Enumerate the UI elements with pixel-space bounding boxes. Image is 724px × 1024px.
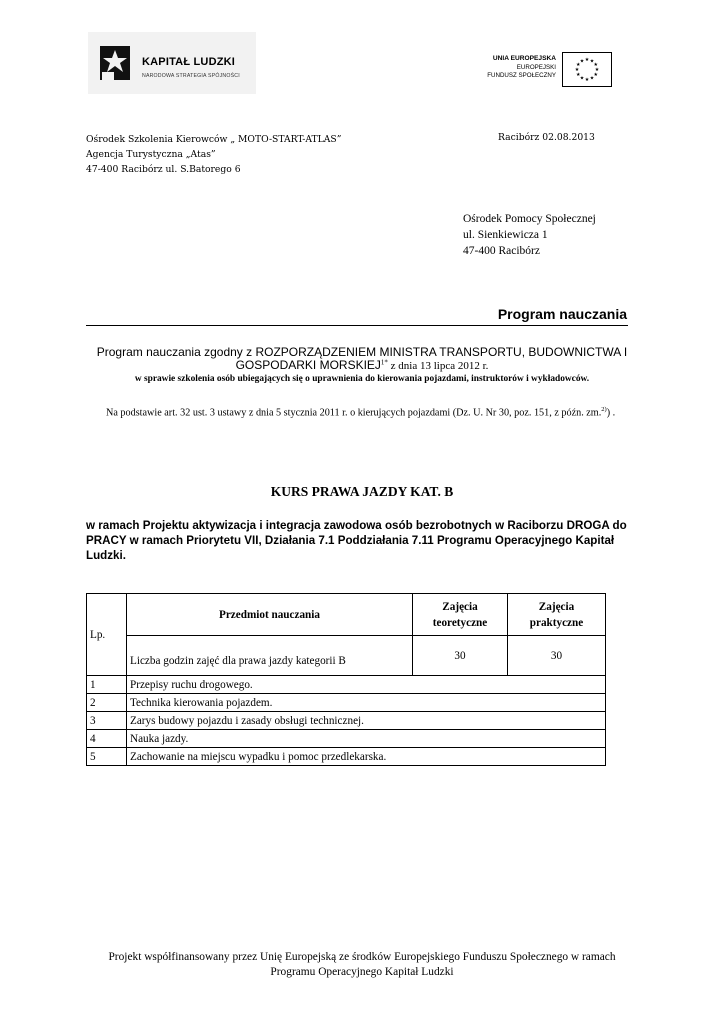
program-title: Program nauczania bbox=[497, 306, 627, 322]
table-row bbox=[87, 694, 606, 712]
recipient-line2: ul. Sienkiewicza 1 bbox=[463, 229, 548, 241]
hours-label: Liczba godzin zajęć dla prawa jazdy kategorii B bbox=[127, 636, 413, 676]
row-subject: Zachowanie na miejscu wypadku i pomoc przedlekarska. bbox=[127, 748, 606, 766]
theory-header-line2: teoretyczne bbox=[432, 616, 488, 629]
kapital-ludzki-subtitle: NARODOWA STRATEGIA SPÓJNOŚCI bbox=[142, 73, 240, 79]
sender-line2: Agencja Turystyczna „Atas” bbox=[86, 149, 216, 160]
row-lp: 1 bbox=[87, 676, 127, 694]
row-subject: Nauka jazdy. bbox=[127, 730, 606, 748]
row-subject: Zarys budowy pojazdu i zasady obsługi technicznej. bbox=[127, 712, 606, 730]
practice-hours: 30 bbox=[508, 636, 606, 676]
table-row bbox=[87, 676, 606, 694]
svg-text:★: ★ bbox=[594, 67, 600, 73]
svg-text:★: ★ bbox=[593, 72, 598, 78]
svg-text:★: ★ bbox=[576, 62, 581, 68]
footer-line1: Projekt współfinansowany przez Unię Europejską ze środków Europejskiego Funduszu Społecznego w ramach bbox=[108, 951, 616, 963]
row-lp: 2 bbox=[87, 694, 127, 712]
regulation-date: z dnia 13 lipca 2012 r. bbox=[387, 360, 489, 372]
svg-text:★: ★ bbox=[574, 67, 580, 73]
legal-basis-text: Na podstawie art. 32 ust. 3 ustawy z dnia 5 stycznia 2011 r. o kierujących pojazdami (Dz. U. Nr 30, poz. 151, z późn. zm. bbox=[106, 407, 602, 419]
recipient-address bbox=[463, 211, 596, 259]
footer bbox=[86, 950, 638, 980]
project-description: w ramach Projektu aktywizacja i integracja zawodowa osób bezrobotnych w Raciborzu DROGA do PRACY w ramach Priorytetu VII, Działania 7.1 Poddziałania 7.11 Programu Operacyjnego Kapitał Ludzki. bbox=[86, 519, 627, 562]
svg-text:★: ★ bbox=[584, 57, 590, 63]
row-subject: Przepisy ruchu drogowego. bbox=[127, 676, 606, 694]
practice-header-line2: praktyczne bbox=[529, 616, 584, 629]
eu-flag-icon bbox=[562, 52, 612, 87]
table-header-row bbox=[87, 594, 606, 636]
eu-logo-line2: EUROPEJSKI bbox=[516, 63, 556, 71]
regulation-footnote-mark: 1* bbox=[380, 358, 388, 367]
sender-line1: Ośrodek Szkolenia Kierowców „ MOTO-START-ATLAS” bbox=[86, 134, 342, 145]
regulation-line1: Program nauczania zgodny z ROZPORZĄDZENIEM MINISTRA TRANSPORTU, BUDOWNICTWA I bbox=[96, 345, 628, 359]
regulation-ministry: GOSPODARKI MORSKIEJ bbox=[235, 358, 381, 372]
svg-text:★: ★ bbox=[579, 75, 585, 82]
sender-line3: 47-400 Racibórz ul. S.Batorego 6 bbox=[86, 164, 241, 175]
eu-logo-line1: UNIA EUROPEJSKA bbox=[492, 55, 556, 62]
theory-header bbox=[413, 594, 508, 636]
kapital-ludzki-name: KAPITAŁ LUDZKI bbox=[142, 56, 236, 68]
row-lp: 5 bbox=[87, 748, 127, 766]
table-row bbox=[87, 730, 606, 748]
curriculum-table bbox=[86, 593, 606, 766]
recipient-line3: 47-400 Racibórz bbox=[463, 245, 540, 257]
svg-text:★: ★ bbox=[589, 75, 595, 82]
regulation-line2 bbox=[86, 358, 638, 372]
svg-text:★: ★ bbox=[593, 62, 598, 68]
row-subject: Technika kierowania pojazdem. bbox=[127, 694, 606, 712]
legal-footnote-mark: 2) bbox=[601, 406, 607, 413]
eu-logo bbox=[486, 52, 612, 88]
svg-text:★: ★ bbox=[576, 72, 581, 78]
kapital-ludzki-mark-icon bbox=[98, 44, 132, 82]
legal-basis bbox=[86, 402, 639, 420]
eu-logo-line3: FUNDUSZ SPOŁECZNY bbox=[487, 72, 556, 80]
table-row bbox=[87, 748, 606, 766]
theory-header-line1: Zajęcia bbox=[442, 600, 478, 613]
regulation-subject: w sprawie szkolenia osób ubiegających się o uprawnienia do kierowania pojazdami, instruktorów i wykładowców. bbox=[134, 374, 590, 384]
practice-header bbox=[508, 594, 606, 636]
hours-row bbox=[87, 636, 606, 676]
practice-header-line1: Zajęcia bbox=[538, 600, 575, 613]
row-lp: 3 bbox=[87, 712, 127, 730]
sender-address bbox=[86, 132, 341, 177]
kapital-ludzki-logo bbox=[88, 32, 256, 94]
recipient-line1: Ośrodek Pomocy Społecznej bbox=[463, 213, 596, 225]
theory-hours: 30 bbox=[413, 636, 508, 676]
legal-basis-end: ) . bbox=[606, 407, 616, 419]
svg-text:★: ★ bbox=[589, 58, 595, 65]
svg-text:★: ★ bbox=[584, 77, 590, 83]
subject-header: Przedmiot nauczania bbox=[127, 594, 413, 636]
eu-logo-text bbox=[487, 55, 556, 81]
footer-line2: Programu Operacyjnego Kapitał Ludzki bbox=[270, 966, 454, 978]
title-rule bbox=[86, 325, 628, 326]
table-row bbox=[87, 712, 606, 730]
svg-text:★: ★ bbox=[579, 58, 585, 65]
document-date: Racibórz 02.08.2013 bbox=[498, 132, 595, 143]
lp-header: Lp. bbox=[87, 594, 127, 676]
row-lp: 4 bbox=[87, 730, 127, 748]
course-title: KURS PRAWA JAZDY KAT. B bbox=[270, 484, 454, 499]
